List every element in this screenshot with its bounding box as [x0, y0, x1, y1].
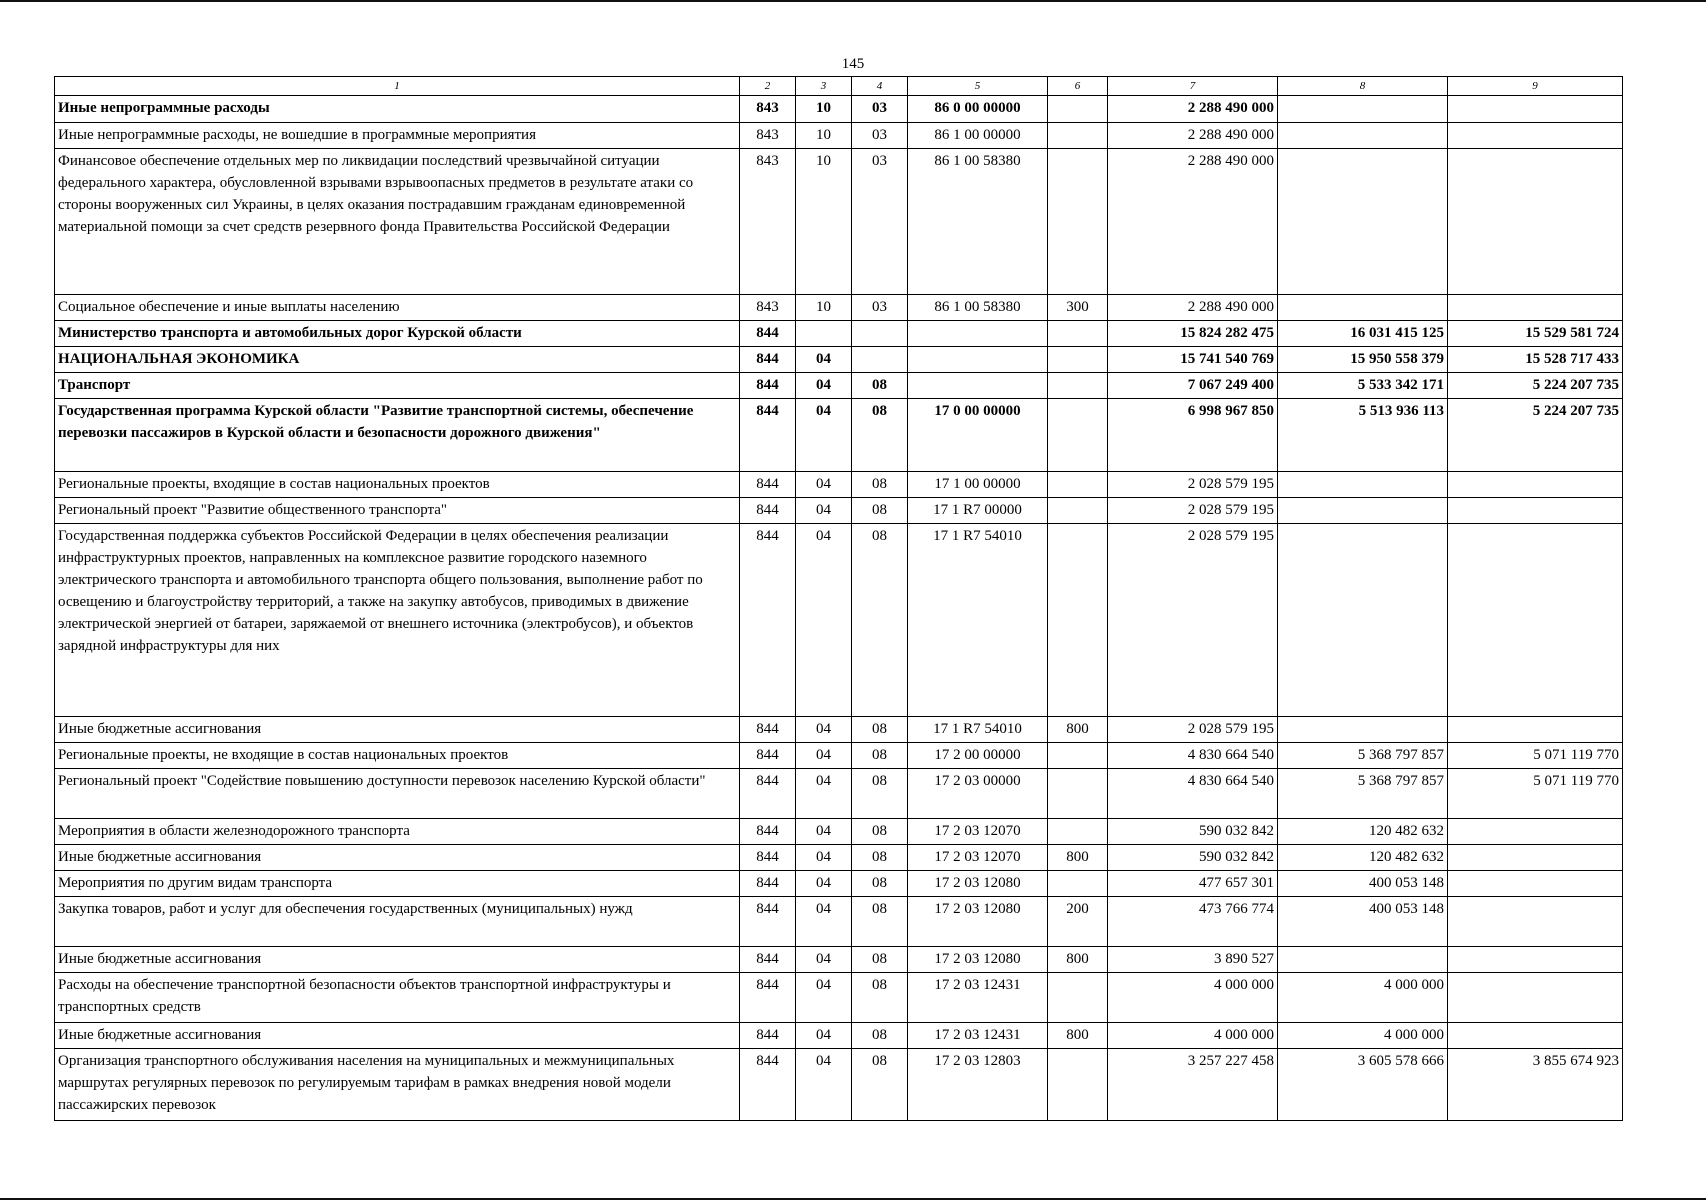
ministry-code: 844 — [740, 1023, 796, 1049]
item-name: Иные бюджетные ассигнования — [55, 845, 740, 871]
amount-col9 — [1448, 1023, 1623, 1049]
budget-table — [54, 76, 1623, 1121]
section-code: 04 — [796, 819, 852, 845]
target-article-code: 17 2 03 12080 — [908, 897, 1048, 947]
section-code: 10 — [796, 96, 852, 123]
table-row — [55, 524, 1623, 717]
amount-col7: 2 028 579 195 — [1108, 717, 1278, 743]
amount-col8: 4 000 000 — [1278, 1023, 1448, 1049]
section-code: 10 — [796, 149, 852, 295]
expense-type-code — [1048, 399, 1108, 472]
amount-col7: 2 288 490 000 — [1108, 295, 1278, 321]
expense-type-code — [1048, 1049, 1108, 1121]
table-row — [55, 498, 1623, 524]
subsection-code: 08 — [852, 819, 908, 845]
subsection-code: 03 — [852, 96, 908, 123]
table-row — [55, 897, 1623, 947]
section-code: 04 — [796, 845, 852, 871]
expense-type-code: 800 — [1048, 845, 1108, 871]
target-article-code: 86 0 00 00000 — [908, 96, 1048, 123]
subsection-code: 08 — [852, 769, 908, 819]
amount-col9 — [1448, 149, 1623, 295]
target-article-code: 17 2 03 12070 — [908, 845, 1048, 871]
amount-col7: 15 824 282 475 — [1108, 321, 1278, 347]
expense-type-code: 300 — [1048, 295, 1108, 321]
item-name: Организация транспортного обслуживания населения на муниципальных и межмуниципальных маршрутах регулярных перевозок по регулируемым тарифам в рамках внедрения новой модели пассажирских перевозок — [55, 1049, 740, 1121]
subsection-code: 08 — [852, 871, 908, 897]
column-number: 9 — [1448, 77, 1623, 96]
expense-type-code — [1048, 321, 1108, 347]
amount-col9: 5 224 207 735 — [1448, 373, 1623, 399]
expense-type-code: 800 — [1048, 717, 1108, 743]
item-name: Мероприятия по другим видам транспорта — [55, 871, 740, 897]
section-code: 04 — [796, 871, 852, 897]
item-name: Иные бюджетные ассигнования — [55, 947, 740, 973]
amount-col7: 4 000 000 — [1108, 973, 1278, 1023]
target-article-code: 86 1 00 58380 — [908, 295, 1048, 321]
column-number: 4 — [852, 77, 908, 96]
amount-col9: 3 855 674 923 — [1448, 1049, 1623, 1121]
amount-col7: 15 741 540 769 — [1108, 347, 1278, 373]
expense-type-code — [1048, 524, 1108, 717]
table-row — [55, 947, 1623, 973]
expense-type-code — [1048, 123, 1108, 149]
amount-col8: 400 053 148 — [1278, 897, 1448, 947]
item-name: Закупка товаров, работ и услуг для обеспечения государственных (муниципальных) нужд — [55, 897, 740, 947]
target-article-code: 17 2 03 12431 — [908, 973, 1048, 1023]
section-code: 04 — [796, 347, 852, 373]
page-number: 145 — [841, 56, 865, 72]
amount-col9 — [1448, 123, 1623, 149]
table-row — [55, 819, 1623, 845]
item-name: Государственная поддержка субъектов Российской Федерации в целях обеспечения реализации инфраструктурных проектов, направленных на комплексное развитие городского наземного электрического транспорта и автомобильного транспорта общего пользования, выполнение работ по освещению и благоустройству территорий, а также на закупку автобусов, приводимых в движение электрической энергией от батареи, заряжаемой от внешнего источника (электробусов), и объектов зарядной инфраструктуры для них — [55, 524, 740, 717]
ministry-code: 844 — [740, 717, 796, 743]
table-row — [55, 321, 1623, 347]
subsection-code — [852, 321, 908, 347]
table-row — [55, 845, 1623, 871]
amount-col8 — [1278, 295, 1448, 321]
target-article-code: 17 1 R7 54010 — [908, 524, 1048, 717]
subsection-code: 08 — [852, 947, 908, 973]
ministry-code: 844 — [740, 769, 796, 819]
expense-type-code — [1048, 373, 1108, 399]
section-code: 04 — [796, 524, 852, 717]
amount-col8 — [1278, 498, 1448, 524]
amount-col7: 590 032 842 — [1108, 845, 1278, 871]
ministry-code: 843 — [740, 149, 796, 295]
section-code: 04 — [796, 897, 852, 947]
section-code: 04 — [796, 399, 852, 472]
ministry-code: 844 — [740, 373, 796, 399]
item-name: Региональные проекты, входящие в состав национальных проектов — [55, 472, 740, 498]
amount-col9: 15 528 717 433 — [1448, 347, 1623, 373]
item-name: Транспорт — [55, 373, 740, 399]
subsection-code: 08 — [852, 717, 908, 743]
subsection-code: 08 — [852, 897, 908, 947]
expense-type-code — [1048, 472, 1108, 498]
target-article-code: 86 1 00 00000 — [908, 123, 1048, 149]
amount-col9 — [1448, 472, 1623, 498]
ministry-code: 844 — [740, 498, 796, 524]
ministry-code: 843 — [740, 123, 796, 149]
column-number: 3 — [796, 77, 852, 96]
amount-col8 — [1278, 96, 1448, 123]
amount-col7: 473 766 774 — [1108, 897, 1278, 947]
target-article-code: 17 2 03 12070 — [908, 819, 1048, 845]
item-name: НАЦИОНАЛЬНАЯ ЭКОНОМИКА — [55, 347, 740, 373]
expense-type-code: 200 — [1048, 897, 1108, 947]
section-code: 04 — [796, 947, 852, 973]
amount-col7: 477 657 301 — [1108, 871, 1278, 897]
subsection-code: 08 — [852, 373, 908, 399]
amount-col9 — [1448, 845, 1623, 871]
item-name: Иные бюджетные ассигнования — [55, 1023, 740, 1049]
target-article-code: 17 1 R7 00000 — [908, 498, 1048, 524]
amount-col7: 2 288 490 000 — [1108, 149, 1278, 295]
target-article-code: 17 0 00 00000 — [908, 399, 1048, 472]
amount-col8 — [1278, 947, 1448, 973]
section-code: 04 — [796, 769, 852, 819]
expense-type-code — [1048, 347, 1108, 373]
amount-col7: 3 257 227 458 — [1108, 1049, 1278, 1121]
amount-col7: 4 830 664 540 — [1108, 769, 1278, 819]
column-number: 5 — [908, 77, 1048, 96]
item-name: Социальное обеспечение и иные выплаты населению — [55, 295, 740, 321]
section-code: 04 — [796, 498, 852, 524]
amount-col7: 6 998 967 850 — [1108, 399, 1278, 472]
subsection-code: 08 — [852, 498, 908, 524]
ministry-code: 844 — [740, 524, 796, 717]
target-article-code: 17 1 R7 54010 — [908, 717, 1048, 743]
amount-col9 — [1448, 871, 1623, 897]
target-article-code — [908, 321, 1048, 347]
amount-col9: 15 529 581 724 — [1448, 321, 1623, 347]
expense-type-code — [1048, 96, 1108, 123]
amount-col9 — [1448, 717, 1623, 743]
ministry-code: 844 — [740, 347, 796, 373]
ministry-code: 844 — [740, 897, 796, 947]
subsection-code: 08 — [852, 524, 908, 717]
amount-col8 — [1278, 472, 1448, 498]
section-code: 04 — [796, 373, 852, 399]
table-row — [55, 973, 1623, 1023]
scan-edge-top — [0, 0, 1706, 2]
item-name: Финансовое обеспечение отдельных мер по ликвидации последствий чрезвычайной ситуации федерального характера, обусловленной взрывами взрывоопасных предметов в результате атаки со стороны вооруженных сил Украины, в целях оказания пострадавшим гражданам единовременной материальной помощи за счет средств резервного фонда Правительства Российской Федерации — [55, 149, 740, 295]
table-row — [55, 769, 1623, 819]
section-code: 04 — [796, 973, 852, 1023]
item-name: Иные непрограммные расходы, не вошедшие в программные мероприятия — [55, 123, 740, 149]
amount-col9 — [1448, 524, 1623, 717]
amount-col8: 15 950 558 379 — [1278, 347, 1448, 373]
section-code: 04 — [796, 1049, 852, 1121]
section-code: 10 — [796, 123, 852, 149]
item-name: Министерство транспорта и автомобильных дорог Курской области — [55, 321, 740, 347]
expense-type-code — [1048, 743, 1108, 769]
amount-col7: 2 028 579 195 — [1108, 472, 1278, 498]
target-article-code — [908, 347, 1048, 373]
expense-type-code: 800 — [1048, 1023, 1108, 1049]
subsection-code: 08 — [852, 973, 908, 1023]
ministry-code: 843 — [740, 96, 796, 123]
amount-col7: 590 032 842 — [1108, 819, 1278, 845]
item-name: Региональные проекты, не входящие в состав национальных проектов — [55, 743, 740, 769]
ministry-code: 843 — [740, 295, 796, 321]
item-name: Государственная программа Курской области "Развитие транспортной системы, обеспечение перевозки пассажиров в Курской области и безопасности дорожного движения" — [55, 399, 740, 472]
column-number: 2 — [740, 77, 796, 96]
section-code: 04 — [796, 717, 852, 743]
expense-type-code — [1048, 498, 1108, 524]
amount-col8: 5 368 797 857 — [1278, 743, 1448, 769]
amount-col9: 5 224 207 735 — [1448, 399, 1623, 472]
amount-col7: 2 288 490 000 — [1108, 96, 1278, 123]
subsection-code: 03 — [852, 123, 908, 149]
ministry-code: 844 — [740, 845, 796, 871]
table-row — [55, 472, 1623, 498]
table-row — [55, 1023, 1623, 1049]
amount-col7: 7 067 249 400 — [1108, 373, 1278, 399]
amount-col9 — [1448, 973, 1623, 1023]
expense-type-code — [1048, 973, 1108, 1023]
table-row — [55, 871, 1623, 897]
amount-col8: 5 533 342 171 — [1278, 373, 1448, 399]
amount-col8 — [1278, 717, 1448, 743]
table-row — [55, 295, 1623, 321]
table-row — [55, 373, 1623, 399]
subsection-code: 03 — [852, 295, 908, 321]
section-code: 10 — [796, 295, 852, 321]
amount-col8 — [1278, 149, 1448, 295]
target-article-code: 17 2 03 12080 — [908, 947, 1048, 973]
item-name: Иные непрограммные расходы — [55, 96, 740, 123]
subsection-code: 03 — [852, 149, 908, 295]
target-article-code: 17 2 03 12431 — [908, 1023, 1048, 1049]
target-article-code: 17 2 03 00000 — [908, 769, 1048, 819]
ministry-code: 844 — [740, 743, 796, 769]
item-name: Региональный проект "Развитие общественного транспорта" — [55, 498, 740, 524]
section-code — [796, 321, 852, 347]
amount-col8 — [1278, 524, 1448, 717]
ministry-code: 844 — [740, 973, 796, 1023]
amount-col8: 120 482 632 — [1278, 845, 1448, 871]
column-number: 1 — [55, 77, 740, 96]
amount-col8: 16 031 415 125 — [1278, 321, 1448, 347]
ministry-code: 844 — [740, 947, 796, 973]
ministry-code: 844 — [740, 472, 796, 498]
subsection-code: 08 — [852, 399, 908, 472]
amount-col9 — [1448, 819, 1623, 845]
section-code: 04 — [796, 743, 852, 769]
target-article-code: 17 1 00 00000 — [908, 472, 1048, 498]
amount-col7: 3 890 527 — [1108, 947, 1278, 973]
amount-col8 — [1278, 123, 1448, 149]
amount-col8: 3 605 578 666 — [1278, 1049, 1448, 1121]
item-name: Иные бюджетные ассигнования — [55, 717, 740, 743]
subsection-code — [852, 347, 908, 373]
subsection-code: 08 — [852, 472, 908, 498]
target-article-code: 17 2 03 12803 — [908, 1049, 1048, 1121]
amount-col9 — [1448, 498, 1623, 524]
amount-col7: 4 000 000 — [1108, 1023, 1278, 1049]
amount-col7: 2 288 490 000 — [1108, 123, 1278, 149]
column-number: 7 — [1108, 77, 1278, 96]
column-number: 6 — [1048, 77, 1108, 96]
table-row — [55, 399, 1623, 472]
table-row — [55, 743, 1623, 769]
ministry-code: 844 — [740, 871, 796, 897]
subsection-code: 08 — [852, 1049, 908, 1121]
item-name: Расходы на обеспечение транспортной безопасности объектов транспортной инфраструктуры и транспортных средств — [55, 973, 740, 1023]
column-number-row — [55, 77, 1623, 96]
amount-col8: 120 482 632 — [1278, 819, 1448, 845]
target-article-code: 86 1 00 58380 — [908, 149, 1048, 295]
target-article-code — [908, 373, 1048, 399]
target-article-code: 17 2 00 00000 — [908, 743, 1048, 769]
amount-col8: 400 053 148 — [1278, 871, 1448, 897]
table-row — [55, 96, 1623, 123]
table-row — [55, 149, 1623, 295]
amount-col9: 5 071 119 770 — [1448, 769, 1623, 819]
ministry-code: 844 — [740, 321, 796, 347]
item-name: Региональный проект "Содействие повышению доступности перевозок населению Курской области" — [55, 769, 740, 819]
expense-type-code — [1048, 819, 1108, 845]
amount-col8: 5 513 936 113 — [1278, 399, 1448, 472]
ministry-code: 844 — [740, 1049, 796, 1121]
column-number: 8 — [1278, 77, 1448, 96]
subsection-code: 08 — [852, 743, 908, 769]
amount-col9 — [1448, 295, 1623, 321]
ministry-code: 844 — [740, 399, 796, 472]
table-row — [55, 1049, 1623, 1121]
table-body — [55, 77, 1623, 1121]
target-article-code: 17 2 03 12080 — [908, 871, 1048, 897]
subsection-code: 08 — [852, 1023, 908, 1049]
amount-col9 — [1448, 947, 1623, 973]
item-name: Мероприятия в области железнодорожного транспорта — [55, 819, 740, 845]
amount-col8: 5 368 797 857 — [1278, 769, 1448, 819]
amount-col8: 4 000 000 — [1278, 973, 1448, 1023]
expense-type-code — [1048, 769, 1108, 819]
amount-col9: 5 071 119 770 — [1448, 743, 1623, 769]
expense-type-code — [1048, 871, 1108, 897]
amount-col9 — [1448, 96, 1623, 123]
ministry-code: 844 — [740, 819, 796, 845]
table-row — [55, 123, 1623, 149]
section-code: 04 — [796, 472, 852, 498]
amount-col7: 2 028 579 195 — [1108, 524, 1278, 717]
amount-col9 — [1448, 897, 1623, 947]
table-row — [55, 717, 1623, 743]
section-code: 04 — [796, 1023, 852, 1049]
expense-type-code — [1048, 149, 1108, 295]
amount-col7: 4 830 664 540 — [1108, 743, 1278, 769]
expense-type-code: 800 — [1048, 947, 1108, 973]
amount-col7: 2 028 579 195 — [1108, 498, 1278, 524]
table-row — [55, 347, 1623, 373]
subsection-code: 08 — [852, 845, 908, 871]
